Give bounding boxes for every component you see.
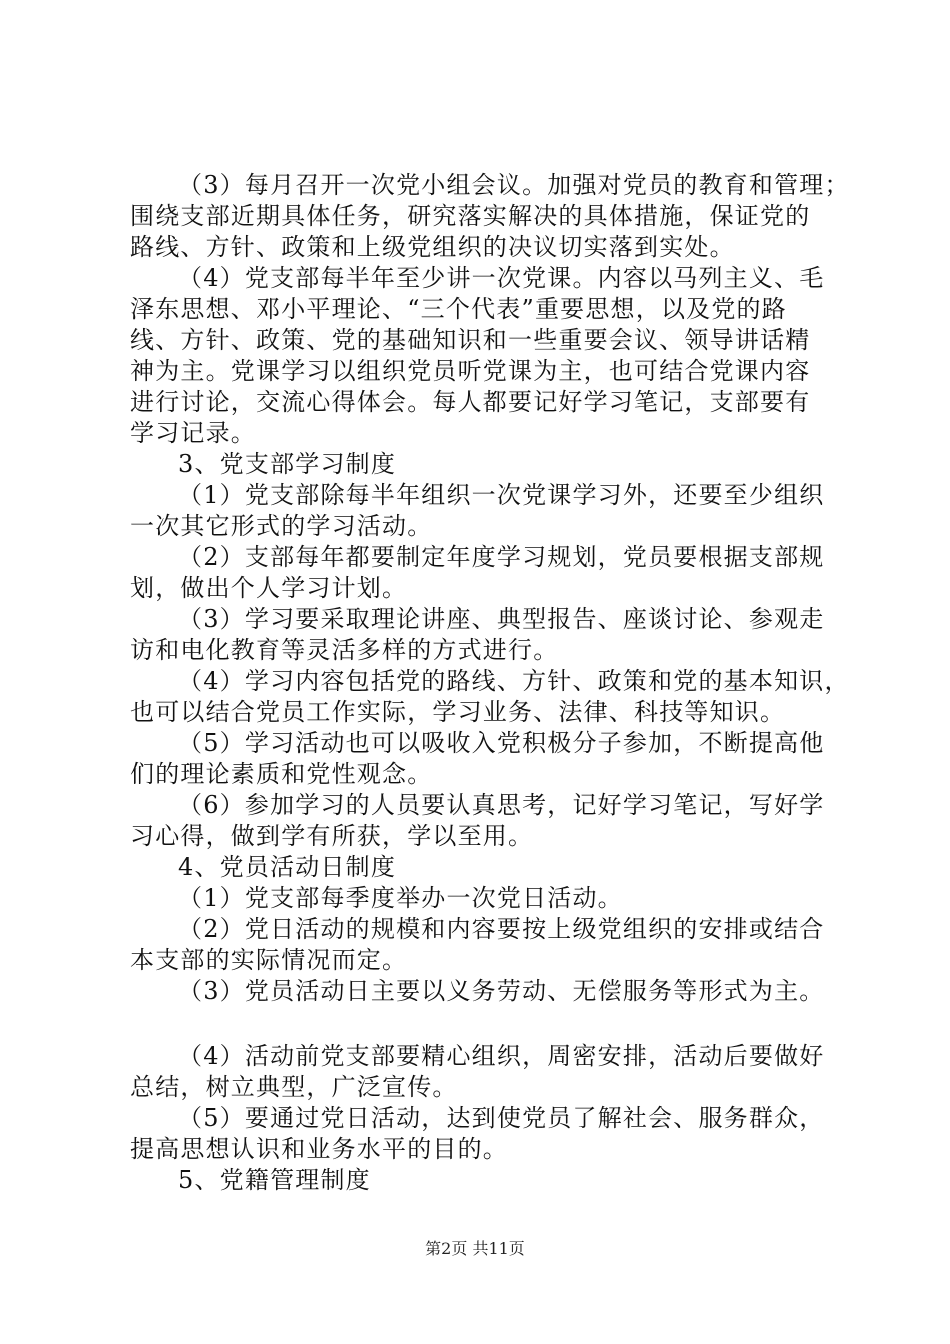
text-line: （2）党日活动的规模和内容要按上级党组织的安排或结合: [178, 915, 825, 943]
text-line: （1）党支部除每半年组织一次党课学习外，还要至少组织: [178, 481, 825, 509]
text-line: 也可以结合党员工作实际，学习业务、法律、科技等知识。: [130, 698, 786, 726]
text-line: 一次其它形式的学习活动。: [130, 512, 433, 540]
text-line: （5）学习活动也可以吸收入党积极分子参加，不断提高他: [178, 729, 825, 757]
text-line: 习心得，做到学有所获，学以至用。: [130, 822, 534, 850]
text-line: （5）要通过党日活动，达到使党员了解社会、服务群众，: [178, 1104, 825, 1132]
section-heading: 5、党籍管理制度: [178, 1166, 371, 1194]
text-line: （3）党员活动日主要以义务劳动、无偿服务等形式为主。: [178, 977, 825, 1005]
text-line: 泽东思想、邓小平理论、“三个代表”重要思想，以及党的路: [130, 295, 787, 323]
text-line: （1）党支部每季度举办一次党日活动。: [178, 884, 623, 912]
text-line: 线、方针、政策、党的基础知识和一些重要会议、领导讲话精: [130, 326, 811, 354]
text-line: 访和电化教育等灵活多样的方式进行。: [130, 636, 559, 664]
text-line: （6）参加学习的人员要认真思考，记好学习笔记，写好学: [178, 791, 825, 819]
blank-gap: [130, 1007, 840, 1041]
text-line: 划，做出个人学习计划。: [130, 574, 408, 602]
document-body: [130, 170, 850, 1196]
text-line: （2）支部每年都要制定年度学习规划，党员要根据支部规: [178, 543, 825, 571]
text-line: 路线、方针、政策和上级党组织的决议切实落到实处。: [130, 233, 735, 261]
text-line: 进行讨论，交流心得体会。每人都要记好学习笔记，支部要有: [130, 388, 811, 416]
text-line: 本支部的实际情况而定。: [130, 946, 408, 974]
text-line: 总结，树立典型，广泛宣传。: [130, 1073, 458, 1101]
section-heading: 4、党员活动日制度: [178, 853, 397, 881]
text-line: （3）学习要采取理论讲座、典型报告、座谈讨论、参观走: [178, 605, 825, 633]
text-line: （3）每月召开一次党小组会议。加强对党员的教育和管理；: [178, 171, 850, 199]
text-line: 们的理论素质和党性观念。: [130, 760, 433, 788]
text-line: （4）学习内容包括党的路线、方针、政策和党的基本知识，: [178, 667, 850, 695]
text-line: （4）活动前党支部要精心组织，周密安排，活动后要做好: [178, 1042, 825, 1070]
text-line: （4）党支部每半年至少讲一次党课。内容以马列主义、毛: [178, 264, 825, 292]
text-line: 神为主。党课学习以组织党员听党课为主，也可结合党课内容: [130, 357, 811, 385]
section-heading: 3、党支部学习制度: [178, 450, 397, 478]
text-line: 围绕支部近期具体任务，研究落实解决的具体措施，保证党的: [130, 202, 811, 230]
page-footer: 第2页 共11页: [425, 1239, 525, 1258]
text-line: 学习记录。: [130, 419, 256, 447]
text-line: 提高思想认识和业务水平的目的。: [130, 1135, 508, 1163]
